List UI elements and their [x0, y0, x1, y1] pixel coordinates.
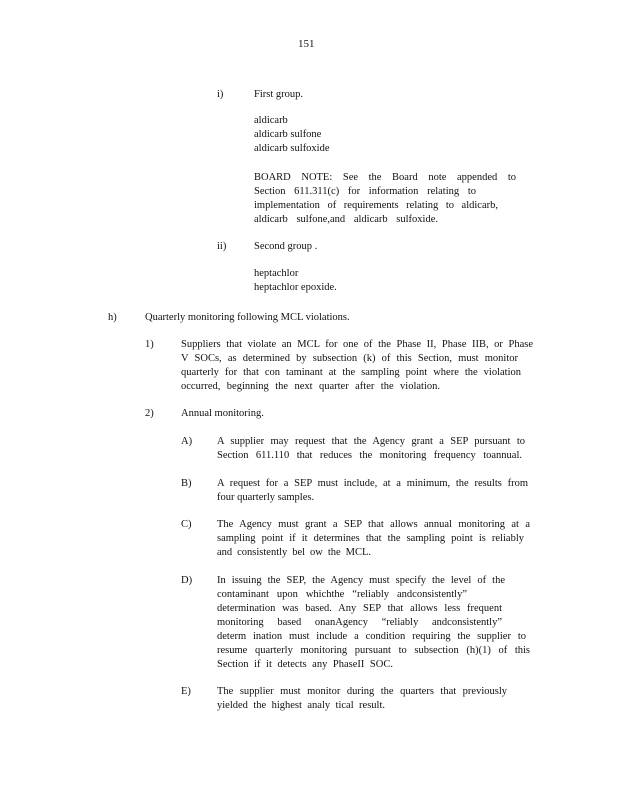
board-note-line: BOARD NOTE: See the Board note appended to — [254, 172, 516, 183]
board-note — [254, 171, 516, 227]
item-c-paragraph — [217, 518, 530, 560]
paragraph-line: determ ination must include a condition requiring the supplier to — [217, 631, 526, 642]
item-b-paragraph — [217, 477, 528, 505]
paragraph-line: The Agency must grant a SEP that allows annual monitoring at a — [217, 519, 530, 530]
section-h-title: Quarterly monitoring following MCL violations. — [145, 312, 350, 323]
chemical-name: heptachlor — [254, 268, 299, 279]
item-a-label: A) — [181, 436, 193, 447]
item-e-label: E) — [181, 686, 191, 697]
paragraph-line: occurred, beginning the next quarter after the violation. — [181, 381, 440, 392]
paragraph-line: A request for a SEP must include, at a minimum, the results from — [217, 478, 528, 489]
chemical-name: aldicarb sulfone — [254, 129, 322, 140]
item-i-title: First group. — [254, 89, 304, 100]
item-d-paragraph — [217, 574, 530, 672]
item-1-label: 1) — [145, 339, 154, 350]
item-d-label: D) — [181, 575, 193, 586]
board-note-line: implementation of requirements relating to aldicarb, — [254, 200, 498, 211]
paragraph-line: sampling point if it determines that the sampling point is reliably — [217, 533, 524, 544]
paragraph-line: four quarterly samples. — [217, 492, 315, 503]
board-note-line: aldicarb sulfone,and aldicarb sulfoxide. — [254, 214, 438, 225]
item-c-label: C) — [181, 519, 192, 530]
page-number: 151 — [298, 38, 315, 50]
paragraph-line: V SOCs, as determined by subsection (k) of this Section, must monitor — [181, 353, 518, 364]
board-note-line: Section 611.311(c) for information relating to — [254, 186, 476, 197]
paragraph-line: Section if it detects any PhaseII SOC. — [217, 659, 393, 670]
chemical-name: aldicarb — [254, 115, 288, 126]
item-e-paragraph — [217, 685, 507, 713]
item-a-paragraph — [217, 435, 525, 463]
item-2-title: Annual monitoring. — [181, 408, 264, 419]
paragraph-line: resume quarterly monitoring pursuant to subsection (h)(1) of this — [217, 645, 530, 656]
paragraph-line: yielded the highest analy tical result. — [217, 700, 385, 711]
second-group-chemical-list — [254, 267, 337, 295]
paragraph-line: Section 611.110 that reduces the monitoring frequency toannual. — [217, 450, 522, 461]
item-1-paragraph — [181, 338, 533, 394]
paragraph-line: A supplier may request that the Agency grant a SEP pursuant to — [217, 436, 525, 447]
paragraph-line: Suppliers that violate an MCL for one of the Phase II, Phase IIB, or Phase — [181, 339, 533, 350]
item-ii-title: Second group . — [254, 241, 318, 252]
paragraph-line: quarterly for that con taminant at the sampling point where the violation — [181, 367, 521, 378]
item-2-label: 2) — [145, 408, 154, 419]
paragraph-line: The supplier must monitor during the quarters that previously — [217, 686, 507, 697]
item-ii-label: ii) — [217, 241, 227, 252]
chemical-name: heptachlor epoxide. — [254, 282, 337, 293]
paragraph-line: determination was based. Any SEP that allows less frequent — [217, 603, 502, 614]
paragraph-line: contaminant upon whichthe “reliably andconsistently” — [217, 589, 467, 600]
paragraph-line: and consistently bel ow the MCL. — [217, 547, 371, 558]
first-group-chemical-list — [254, 114, 330, 156]
item-b-label: B) — [181, 478, 192, 489]
paragraph-line: In issuing the SEP, the Agency must specify the level of the — [217, 575, 505, 586]
section-h-label: h) — [108, 312, 117, 323]
chemical-name: aldicarb sulfoxide — [254, 143, 330, 154]
paragraph-line: monitoring based onanAgency “reliably andconsistently” — [217, 617, 502, 628]
item-i-label: i) — [217, 89, 224, 100]
